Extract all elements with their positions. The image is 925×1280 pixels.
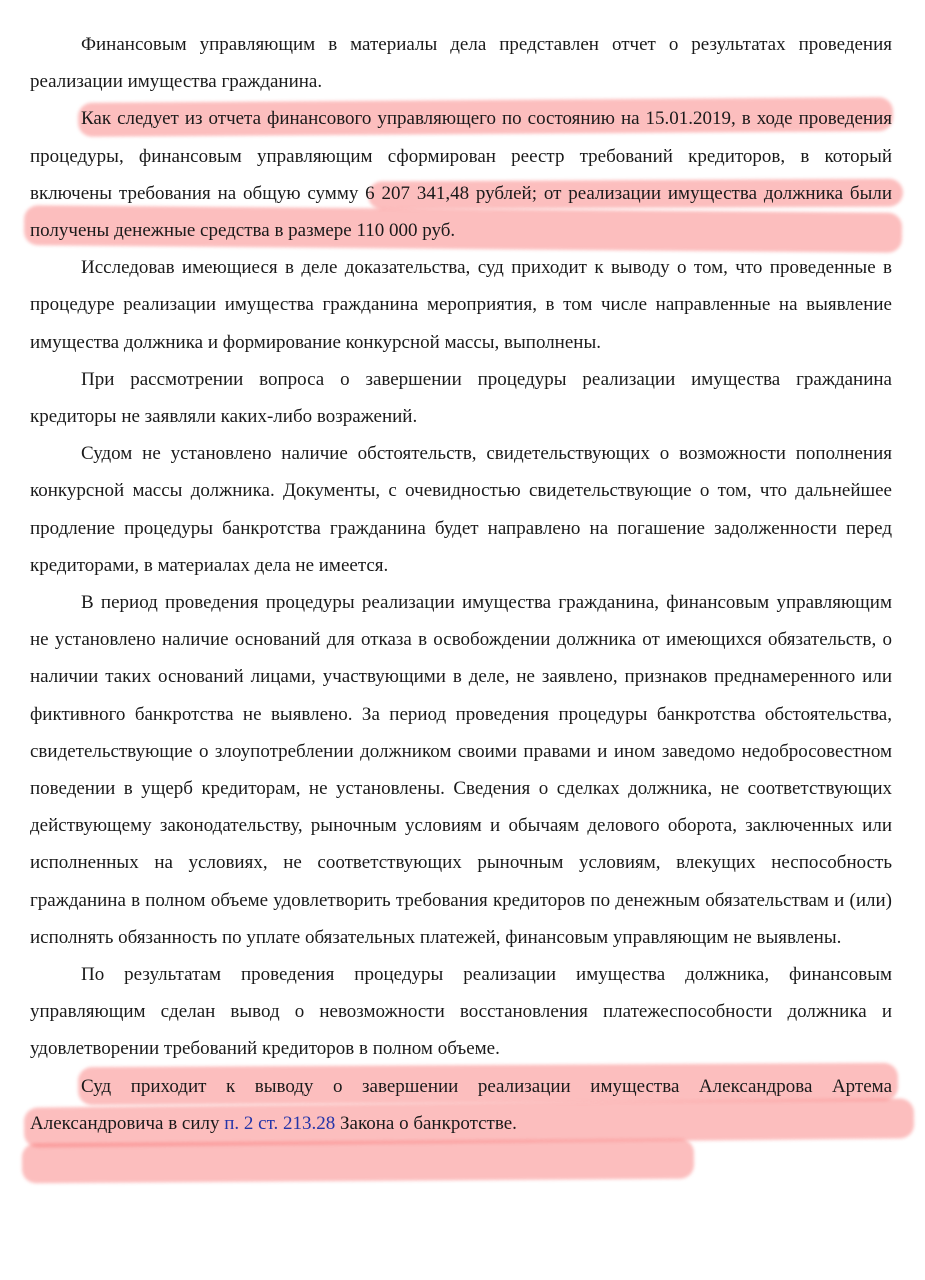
paragraph-no-grounds-for-refusal: В период проведения процедуры реализации имущества гражданина, финансовым управляющим не установлено наличие оснований для отказа в освобождении должника от имеющихся обязательств, о наличии таких оснований лицами, участвующими в деле, не заявлено, признаков преднамеренного или фиктивного банкротства не выявлено. За период проведения процедуры банкротства обстоятельства, свидетельствующие о злоупотреблении должником своими правами и ином заведомо недобросовестном поведении в ущерб кредиторам, не установлены. Сведения о сделках должника, не соответствующих действующему законодательству, рыночным условиям и обычаям делового оборота, заключенных или исполненных на условиях, не соответствующих рыночным условиям, влекущих неспособность гражданина в полном объеме удовлетворить требования кредиторов по денежным обязательствам и (или) исполнять обязанность по уплате обязательных платежей, финансовым управляющим не выявлены.: [30, 592, 892, 948]
paragraph-no-objections: При рассмотрении вопроса о завершении процедуры реализации имущества гражданина кредиторы не заявляли каких-либо возражений.: [30, 368, 892, 428]
paragraph-court-conclusion: [30, 1068, 892, 1142]
paragraph-no-replenishment: Судом не установлено наличие обстоятельств, свидетельствующих о возможности пополнения конкурсной массы должника. Документы, с очевидностью свидетельствующие о том, что дальнейшее продление процедуры банкротства гражданина будет направлено на погашение задолженности перед кредиторами, в материалах дела не имеется.: [30, 443, 892, 576]
highlight-mark: [22, 1139, 694, 1184]
law-article-link[interactable]: п. 2 ст. 213.28: [224, 1112, 336, 1134]
paragraph-creditors-registry: Как следует из отчета финансового управляющего по состоянию на 15.01.2019, в ходе проведения процедуры, финансовым управляющим сформирован реестр требований кредиторов, в который включены требования на общую сумму 6 207 341,48 рублей; от реализации имущества должника были получены денежные средства в размере 110 000 руб.: [30, 108, 892, 242]
paragraph-insolvency-conclusion: По результатам проведения процедуры реализации имущества должника, финансовым управляющим сделан вывод о невозможности восстановления платежеспособности должника и удовлетворении требований кредиторов в полном объеме.: [30, 964, 892, 1060]
document-page: [30, 26, 892, 1142]
court-conclusion-end: Закона о банкротстве.: [335, 1112, 517, 1134]
court-conclusion-text: Суд приходит к выводу о завершении реализации имущества Александрова Артема Александровича в силу: [30, 1075, 892, 1134]
paragraph-report-submitted: Финансовым управляющим в материалы дела представлен отчет о результатах проведения реализации имущества гражданина.: [30, 34, 892, 93]
paragraph-measures-completed: Исследовав имеющиеся в деле доказательства, суд приходит к выводу о том, что проведенные в процедуре реализации имущества гражданина мероприятия, в том числе направленные на выявление имущества должника и формирование конкурсной массы, выполнены.: [30, 257, 892, 353]
